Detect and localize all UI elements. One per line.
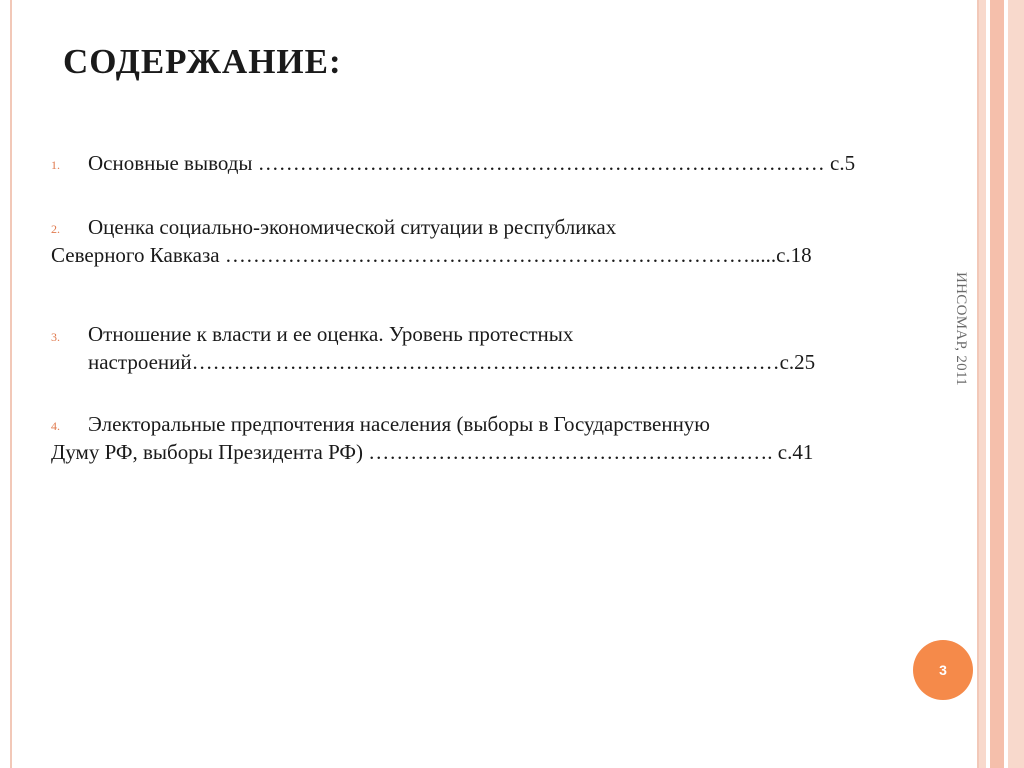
list-number: 3. — [51, 330, 60, 344]
toc-item-line: Думу РФ, выборы Президента РФ) …………………………………………………. с.41 — [51, 440, 814, 464]
toc-item-line: Оценка социально-экономической ситуации в республиках — [88, 215, 617, 239]
toc-item-line: Северного Кавказа ………………………………………………………………….....с.18 — [51, 243, 812, 267]
decorative-stripe — [1008, 0, 1024, 768]
slide-frame — [10, 0, 979, 768]
decorative-stripe — [990, 0, 1004, 768]
side-caption: ИНСОМАР, 2011 — [953, 272, 969, 386]
list-number: 2. — [51, 222, 60, 236]
toc-item-line: Отношение к власти и ее оценка. Уровень протестных — [88, 322, 574, 346]
page-number-badge: 3 — [913, 640, 973, 700]
toc-item-line: Электоральные предпочтения населения (выборы в Государственную — [88, 412, 710, 436]
list-number: 1. — [51, 158, 60, 172]
slide-title: СОДЕРЖАНИЕ: — [63, 42, 342, 81]
list-number: 4. — [51, 419, 60, 433]
toc-item-line: настроений…………………………………………………………………………с.25 — [88, 350, 816, 374]
toc-item-line: Основные выводы ……………………………………………………………………… с.5 — [88, 151, 856, 175]
decorative-stripe — [979, 0, 986, 768]
